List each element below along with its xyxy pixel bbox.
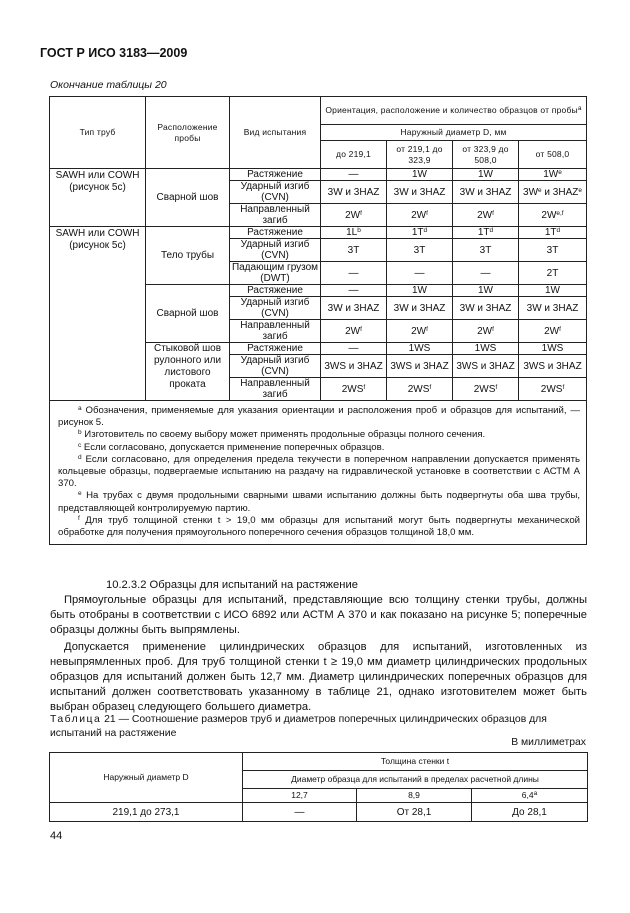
specimen-cell <box>519 297 587 320</box>
footnote <box>58 429 580 441</box>
t21-col-1: 12,7 <box>243 789 357 803</box>
t21-head-thickness: Толщина стенки t <box>243 753 588 771</box>
footnote-mark: e,f <box>556 209 564 217</box>
specimen-value: — <box>348 285 359 296</box>
specimen-value: 3W и 3HAZ <box>393 186 446 198</box>
table-continuation-label: Окончание таблицы 20 <box>50 79 167 91</box>
specimen-cell <box>453 239 519 262</box>
footnote-text: Обозначения, применяемые для указания ориентации и расположения проб и образцов для испытаний, — рисунок 5. <box>58 405 581 429</box>
specimen-cell <box>453 320 519 343</box>
specimen-cell <box>519 343 587 355</box>
specimen-cell <box>519 262 587 285</box>
specimen-cell <box>453 227 519 239</box>
specimen-cell <box>519 320 587 343</box>
test-type-cell: Растяжение <box>230 343 321 355</box>
specimen-value: 3W и 3HAZ <box>327 186 380 198</box>
footnote-mark: f <box>562 383 565 391</box>
specimen-value: 1W <box>478 169 493 180</box>
specimen-value: — <box>348 169 359 180</box>
specimen-value: 3T <box>347 244 360 256</box>
footnote-mark: e <box>538 186 542 194</box>
footnote-mark: f <box>426 325 428 333</box>
specimen-cell <box>321 204 387 227</box>
location-cell: Сварной шов <box>146 169 230 227</box>
specimen-cell <box>453 204 519 227</box>
test-type-cell: Ударный изгиб (CVN) <box>230 181 321 204</box>
specimen-value: 2W <box>345 209 361 221</box>
paragraph-1: Прямоугольные образцы для испытаний, представляющие всю толщину стенки трубы, должны быть отобраны в соответствии с ИСО 6892 или АСТМ А 370 и как показано на рисунке 5; поперечные образцы должны быть выпрямлены. <box>50 594 587 637</box>
specimen-cell <box>387 320 453 343</box>
specimen-value: 1W <box>412 169 427 180</box>
specimen-value: — <box>348 343 359 354</box>
specimen-value: — <box>414 267 425 279</box>
specimen-value: 2T <box>546 267 559 279</box>
specimen-cell <box>387 169 453 181</box>
specimen-value: 2WS <box>473 383 496 395</box>
test-type-cell: Направленный загиб <box>230 320 321 343</box>
footnote-mark: f <box>495 383 498 391</box>
footnote-mark: d <box>423 227 428 234</box>
specimen-cell <box>519 204 587 227</box>
specimen-value: 3W и 3HAZ <box>393 302 446 314</box>
specimen-cell <box>321 320 387 343</box>
specimen-cell <box>453 169 519 181</box>
specimen-cell <box>387 378 453 401</box>
specimen-value: — <box>348 267 359 279</box>
specimen-value: 3W и 3HAZ <box>459 186 512 198</box>
footnote-mark: f <box>78 514 80 522</box>
footnote <box>58 454 580 491</box>
footnote-text: Если согласовано, допускается применение поперечных образцов. <box>83 441 385 453</box>
specimen-value: 1W <box>478 285 493 296</box>
specimen-value: 1W <box>543 169 559 180</box>
footnote-mark: e <box>578 186 582 194</box>
t21-subhead: Диаметр образца для испытаний в пределах расчетной длины <box>243 771 588 789</box>
footnote-mark: c <box>78 441 82 449</box>
test-type-cell: Растяжение <box>230 227 321 239</box>
specimen-cell <box>519 285 587 297</box>
specimen-cell <box>321 227 387 239</box>
pipe-type-cell: SAWH или COWH (рисунок 5c) <box>50 227 146 285</box>
specimen-cell <box>387 227 453 239</box>
specimen-value: 2W <box>345 325 361 337</box>
specimen-cell <box>387 262 453 285</box>
footnote-mark: f <box>429 383 432 391</box>
specimen-value: 2W <box>477 209 493 221</box>
test-type-cell: Ударный изгиб (CVN) <box>230 355 321 378</box>
specimen-cell <box>453 262 519 285</box>
table-21-caption: Таблица 21 — Соотношение размеров труб и диаметров поперечных цилиндрических образцов для испытаний на растяжение <box>50 714 547 739</box>
specimen-part: 3W <box>523 186 539 198</box>
footnote-mark: f <box>360 209 362 217</box>
test-type-cell: Растяжение <box>230 169 321 181</box>
test-type-cell: Падающим грузом (DWT) <box>230 262 321 285</box>
specimen-cell <box>321 239 387 262</box>
specimen-cell <box>321 378 387 401</box>
footnote-mark: f <box>426 209 428 217</box>
table-20 <box>49 96 587 545</box>
specimen-cell <box>519 355 587 378</box>
specimen-cell <box>387 204 453 227</box>
specimen-cell <box>321 262 387 285</box>
specimen-cell <box>387 297 453 320</box>
page-number: 44 <box>50 830 63 842</box>
specimen-value: 2W <box>477 325 493 337</box>
specimen-cell <box>453 297 519 320</box>
footnote-mark: b <box>357 227 361 234</box>
specimen-value: 3W и 3HAZ <box>459 302 512 314</box>
specimen-part: и 3HAZ <box>541 186 579 198</box>
specimen-value: 2WS <box>540 383 563 395</box>
test-type-cell: Направленный загиб <box>230 378 321 401</box>
footnote-mark: e <box>78 490 82 498</box>
specimen-value: 2W <box>541 209 557 221</box>
specimen-value: 3T <box>479 244 492 256</box>
specimen-cell <box>519 227 587 239</box>
specimen-value: 1WS <box>541 343 564 354</box>
specimen-value: 3WS и 3HAZ <box>324 360 383 372</box>
specimen-cell <box>321 343 387 355</box>
specimen-value: 3W и 3HAZ <box>327 302 380 314</box>
test-type-cell: Ударный изгиб (CVN) <box>230 239 321 262</box>
specimen-value: 1L <box>346 227 358 238</box>
specimen-cell <box>387 285 453 297</box>
specimen-cell <box>321 181 387 204</box>
specimen-cell <box>453 181 519 204</box>
specimen-cell <box>387 355 453 378</box>
pipe-type-cell: SAWH или COWH (рисунок 5c) <box>50 169 146 227</box>
t21-col-2: 8,9 <box>357 789 472 803</box>
specimen-value: 2W <box>544 325 560 337</box>
t21-cell: До 28,1 <box>472 803 588 822</box>
pipe-type-cell <box>50 285 146 401</box>
footnote-mark: d <box>78 453 82 461</box>
specimen-cell <box>387 239 453 262</box>
t21-head-diameter: Наружный диаметр D <box>50 753 243 803</box>
col-head-location: Расположение пробы <box>146 97 230 169</box>
col-head-test-type: Вид испытания <box>230 97 321 169</box>
specimen-cell <box>453 378 519 401</box>
footnote-text: Изготовитель по своему выбору может применять продольные образцы полного сечения. <box>84 429 486 441</box>
footnote-mark: b <box>78 429 82 437</box>
specimen-value: 1T <box>477 227 490 238</box>
specimen-cell <box>321 355 387 378</box>
footnote-text: Если согласовано, для определения предела текучести в поперечном направлении допускается применять кольцевые образцы, подвергаемые испытанию на раздачу на гидравлической установке в соответствии с АСТМ А 370. <box>58 453 581 490</box>
specimen-value: 2WS <box>341 383 364 395</box>
footnote-text: Для труб толщиной стенки t > 19,0 мм образцы для испытаний могут быть подвергнуты механической обработке для получения прямоугольного поперечного сечения образцов толщиной 18,0 мм. <box>58 514 581 539</box>
specimen-cell <box>387 181 453 204</box>
footnote-mark: d <box>489 227 494 234</box>
footnote <box>58 515 580 539</box>
specimen-value: 2WS <box>407 383 430 395</box>
location-cell: Сварной шов <box>146 285 230 343</box>
specimen-cell <box>321 169 387 181</box>
footnote-mark: f <box>492 325 494 333</box>
document-header: ГОСТ Р ИСО 3183—2009 <box>40 46 188 60</box>
specimen-cell <box>453 285 519 297</box>
col-head-d2: от 219,1 до 323,9 <box>387 141 453 169</box>
footnote <box>58 442 580 454</box>
specimen-cell <box>453 343 519 355</box>
t21-cell: — <box>243 803 357 822</box>
specimen-value: 3T <box>413 244 426 256</box>
footnote-mark: d <box>556 227 561 234</box>
footnote-text: На трубах с двумя продольными сварными швами испытанию должны быть подвергнуты оба шва трубы, представляющей контролируемую партию. <box>58 490 581 514</box>
paragraph-2: Допускается применение цилиндрических образцов для испытаний, изготовленных из невыпрямленных проб. Для труб толщиной стенки t ≥ 19,0 мм диаметр цилиндрических продольных образцов для испытаний должен быть 12,7 мм. Диаметр цилиндрических поперечных образцов для испытаний должен соответствовать указанному в таблице 21, однако изготовителем может быть выбран образец следующего большего диаметра. <box>50 641 587 714</box>
location-cell: Тело трубы <box>146 227 230 285</box>
specimen-value: 1T <box>544 227 557 238</box>
specimen-value: 1W <box>545 285 560 296</box>
specimen-value: 2W <box>411 209 427 221</box>
specimen-value: 3T <box>546 244 559 256</box>
footnote-mark: f <box>363 383 366 391</box>
test-type-cell: Направленный загиб <box>230 204 321 227</box>
specimen-cell <box>321 297 387 320</box>
col-head-d1: до 219,1 <box>321 141 387 169</box>
specimen-value: 1W <box>412 285 427 296</box>
location-cell: Стыковой шов рулонного или листового проката <box>146 343 230 401</box>
specimen-cell <box>519 169 587 181</box>
footnote-mark: f <box>559 325 561 333</box>
footnote-mark: f <box>492 209 494 217</box>
footnote-mark: a <box>78 405 82 412</box>
t21-cell: 219,1 до 273,1 <box>50 803 243 822</box>
specimen-value: — <box>480 267 491 279</box>
test-type-cell: Растяжение <box>230 285 321 297</box>
table-notes <box>50 401 587 545</box>
footnote <box>58 490 580 514</box>
t21-cell: От 28,1 <box>357 803 472 822</box>
specimen-value: 2W <box>411 325 427 337</box>
col-head-pipe-type: Тип труб <box>50 97 146 169</box>
units-label: В миллиметрах <box>511 737 586 748</box>
col-head-d3: от 323,9 до 508,0 <box>453 141 519 169</box>
col-head-d4: от 508,0 <box>519 141 587 169</box>
specimen-cell <box>519 181 587 204</box>
col-head-orientation: Ориентация, расположение и количество образцов от пробы$^a$ <box>321 97 587 125</box>
specimen-cell <box>321 285 387 297</box>
table-21 <box>49 752 588 822</box>
col-head-diameter: Наружный диаметр D, мм <box>321 125 587 141</box>
section-heading: 10.2.3.2 Образцы для испытаний на растяжение <box>106 579 358 591</box>
specimen-value: 3WS и 3HAZ <box>390 360 449 372</box>
specimen-value: 1T <box>411 227 424 238</box>
specimen-cell <box>453 355 519 378</box>
specimen-value: 3WS и 3HAZ <box>456 360 515 372</box>
test-type-cell: Ударный изгиб (CVN) <box>230 297 321 320</box>
footnote-mark: e <box>558 169 562 176</box>
footnote <box>58 405 580 429</box>
t21-col-3: 6,4$^a$ <box>472 789 588 803</box>
specimen-value: 3W и 3HAZ <box>526 302 579 314</box>
specimen-cell <box>519 239 587 262</box>
specimen-value: 1WS <box>408 343 431 354</box>
specimen-cell <box>519 378 587 401</box>
footnote-mark: f <box>360 325 362 333</box>
specimen-cell <box>387 343 453 355</box>
specimen-value: 3WS и 3HAZ <box>523 360 582 372</box>
specimen-value: 1WS <box>474 343 497 354</box>
